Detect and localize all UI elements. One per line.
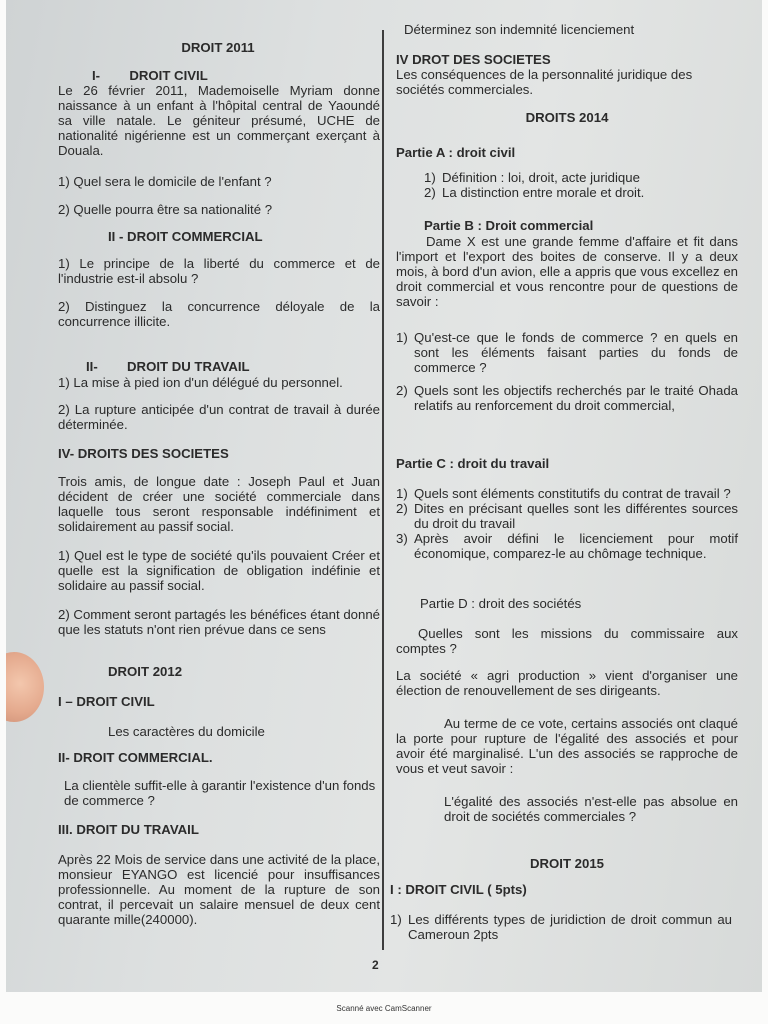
list-item: 1) Qu'est-ce que le fonds de commerce ? en quels en sont les éléments faisant parties du fonds de commerce ?	[396, 330, 738, 375]
heading-partie-d: Partie D : droit des sociétés	[420, 596, 582, 611]
partie-b-list	[396, 330, 738, 413]
heading-partie-b: Partie B : Droit commercial	[424, 218, 594, 233]
right-column	[390, 0, 738, 992]
2012-travail-case-text: Après 22 Mois de service dans une activité de la place, monsieur EYANGO est licencié pour insuffisances professionnelle. Au moment de la rupture de son contrat, il percevait un salaire mensuel de deux cent quarante mille(240000).	[58, 852, 380, 927]
list-item: 2) Dites en précisant quelles sont les différentes sources du droit du travail	[396, 501, 738, 531]
heading-droit-du-travail: II- DROIT DU TRAVAIL	[86, 359, 250, 374]
scanned-page	[6, 0, 762, 992]
civil-case-text: Le 26 février 2011, Mademoiselle Myriam donne naissance à un enfant à l'hôpital central de Yaoundé sa ville natale. Le géniteur présumé, UCHE de nationalité nigérienne est un commerçant exerçant à Douala.	[58, 83, 380, 158]
heading-2012-droit-civil: I – DROIT CIVIL	[58, 694, 155, 709]
indemnite-question: Déterminez son indemnité licenciement	[404, 22, 635, 37]
heading-droit-commercial: II - DROIT COMMERCIAL	[108, 229, 263, 244]
2012-commercial-question: La clientèle suffit-elle à garantir l'existence d'un fonds de commerce ?	[64, 778, 376, 808]
list-item: 1) Quels sont éléments constitutifs du contrat de travail ?	[396, 486, 731, 501]
column-divider	[382, 30, 384, 950]
heading-partie-c: Partie C : droit du travail	[396, 456, 550, 471]
heading-2015-droit-civil: I : DROIT CIVIL ( 5pts)	[390, 882, 527, 897]
title-droit-2011: DROIT 2011	[181, 40, 255, 55]
partie-d-question: Quelles sont les missions du commissaire aux comptes ?	[396, 626, 738, 656]
heading-partie-a: Partie A : droit civil	[396, 145, 516, 160]
travail-question-1: 1) La mise à pied ion d'un délégué du personnel.	[58, 375, 343, 390]
heading-droit-civil: I- DROIT CIVIL	[92, 68, 208, 83]
partie-d-case-text-2: Au terme de ce vote, certains associés ont claqué la porte pour rupture de l'égalité des associés et pour avoir été marginalisé. L'un des associés se rapproche de vous et veut savoir :	[396, 716, 738, 776]
2015-civil-list	[390, 912, 732, 942]
list-item: 2) La distinction entre morale et droit.	[424, 185, 645, 200]
partie-c-list	[396, 486, 738, 561]
left-column	[58, 0, 378, 992]
list-item: 1) Les différents types de juridiction de droit commun au Cameroun 2pts	[390, 912, 732, 942]
civil-question-2: 2) Quelle pourra être sa nationalité ?	[58, 202, 273, 217]
heading-2012-droit-commercial: II- DROIT COMMERCIAL.	[58, 750, 213, 765]
list-item: 3) Après avoir défini le licenciement pour motif économique, comparez-le au chômage technique.	[396, 531, 738, 561]
commercial-question-1: 1) Le principe de la liberté du commerce et de l'industrie est-il absolu ?	[58, 256, 380, 286]
heading-2012-droit-du-travail: III. DROIT DU TRAVAIL	[58, 822, 199, 837]
travail-question-2: 2) La rupture anticipée d'un contrat de travail à durée déterminée.	[58, 402, 380, 432]
list-item: 2) Quels sont les objectifs recherchés par le traité Ohada relatifs au renforcement du droit commercial,	[396, 383, 738, 413]
heading-droits-des-societes: IV- DROITS DES SOCIETES	[58, 446, 229, 461]
societes-case-text: Trois amis, de longue date : Joseph Paul et Juan décident de créer une société commerciale dans laquelle tous seront responsable indéfiniment et solidairement au passif social.	[58, 474, 380, 534]
title-droit-2012: DROIT 2012	[108, 664, 183, 679]
scanner-watermark: Scanné avec CamScanner	[336, 1004, 432, 1013]
societes-question-2: 2) Comment seront partagés les bénéfices étant donné que les statuts n'ont rien prévue dans ce sens	[58, 607, 380, 637]
partie-b-case-text: Dame X est une grande femme d'affaire et fit dans l'import et l'export des boites de conserve. Il y a deux mois, à bord d'un avion, elle a appris que vous excellez en droit commercial et vous rencontre pour de questions de savoir :	[396, 234, 738, 309]
societes-2012-question: Les conséquences de la personnalité juridique des sociétés commerciales.	[396, 67, 693, 97]
societes-question-1: 1) Quel est le type de société qu'ils pouvaient Créer et quelle est la signification de obligation indéfinie et solidaire au passif social.	[58, 548, 380, 593]
partie-d-question-2: L'égalité des associés n'est-elle pas absolue en droit de sociétés commerciales ?	[444, 794, 738, 824]
civil-question-1: 1) Quel sera le domicile de l'enfant ?	[58, 174, 272, 189]
partie-a-list	[424, 170, 724, 200]
title-droit-2015: DROIT 2015	[529, 856, 605, 871]
partie-d-case-text-1: La société « agri production » vient d'organiser une élection de renouvellement de ses dirigeants.	[396, 668, 738, 698]
page-number: 2	[372, 958, 379, 972]
2012-civil-question: Les caractères du domicile	[108, 724, 265, 739]
heading-droit-des-societes-2012: IV DROT DES SOCIETES	[396, 52, 551, 67]
list-item: 1) Définition : loi, droit, acte juridique	[424, 170, 640, 185]
commercial-question-2: 2) Distinguez la concurrence déloyale de la concurrence illicite.	[58, 299, 380, 329]
thumb-photo-artifact	[6, 652, 44, 722]
title-droits-2014: DROITS 2014	[525, 110, 609, 125]
